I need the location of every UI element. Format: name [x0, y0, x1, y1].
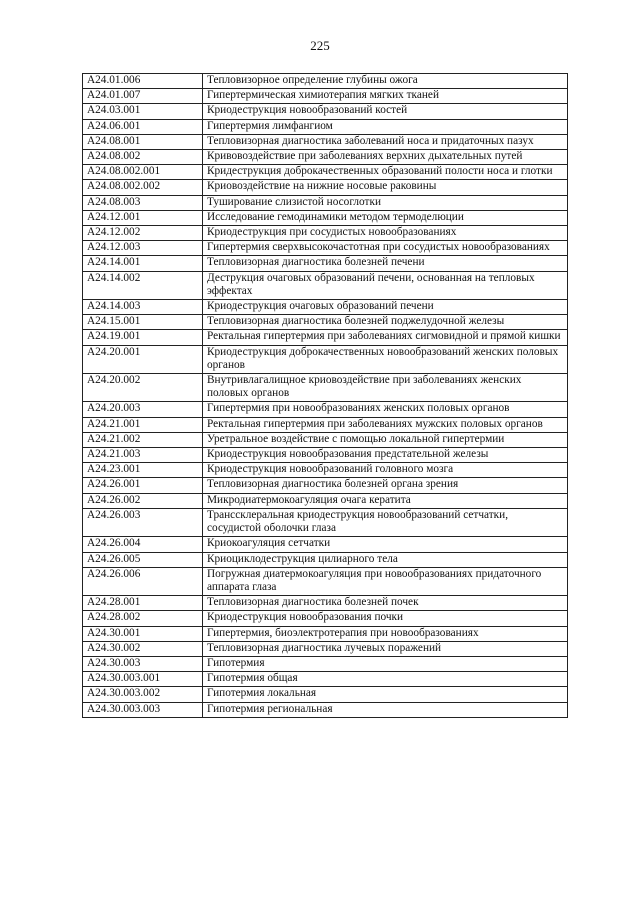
service-name: Криодеструкция доброкачественных новообразований женских половых органов	[203, 345, 568, 373]
table-row	[83, 537, 568, 552]
table-body	[83, 74, 568, 718]
service-name: Погружная диатермокоагуляция при новообразованиях придаточного аппарата глаза	[203, 567, 568, 595]
service-name: Внутривлагалищное криовоздействие при заболеваниях женских половых органов	[203, 374, 568, 402]
table-row	[83, 567, 568, 595]
table-row	[83, 150, 568, 165]
service-name: Микродиатермокоагуляция очага кератита	[203, 493, 568, 508]
service-name: Криокоагуляция сетчатки	[203, 537, 568, 552]
table-row	[83, 104, 568, 119]
table-row	[83, 195, 568, 210]
table-row	[83, 463, 568, 478]
service-code: A24.15.001	[83, 315, 203, 330]
service-code: A24.14.003	[83, 300, 203, 315]
service-name: Криодеструкция новообразования почки	[203, 611, 568, 626]
table-row	[83, 74, 568, 89]
service-name: Криодеструкция при сосудистых новообразованиях	[203, 226, 568, 241]
service-code: A24.21.002	[83, 432, 203, 447]
service-name: Криодеструкция новообразований костей	[203, 104, 568, 119]
service-name: Уретральное воздействие с помощью локальной гипертермии	[203, 432, 568, 447]
table-row	[83, 702, 568, 717]
service-code: A24.01.007	[83, 89, 203, 104]
service-code: A24.03.001	[83, 104, 203, 119]
service-code: A24.26.001	[83, 478, 203, 493]
table-row	[83, 448, 568, 463]
service-code: A24.30.003.003	[83, 702, 203, 717]
service-code: A24.20.003	[83, 402, 203, 417]
service-code: A24.12.002	[83, 226, 203, 241]
table-row	[83, 656, 568, 671]
table-row	[83, 687, 568, 702]
service-name: Криодеструкция новообразования предстательной железы	[203, 448, 568, 463]
service-code: A24.21.001	[83, 417, 203, 432]
service-name: Криовоздействие на нижние носовые раковины	[203, 180, 568, 195]
table-row	[83, 611, 568, 626]
table-row	[83, 210, 568, 225]
service-name: Гипертермия при новообразованиях женских половых органов	[203, 402, 568, 417]
service-code: A24.08.002.001	[83, 165, 203, 180]
table-row	[83, 552, 568, 567]
table-row	[83, 119, 568, 134]
service-code: A24.30.003	[83, 656, 203, 671]
service-code: A24.28.001	[83, 596, 203, 611]
service-code: A24.20.002	[83, 374, 203, 402]
service-code: A24.30.002	[83, 641, 203, 656]
table-row	[83, 417, 568, 432]
table-row	[83, 315, 568, 330]
service-name: Криодеструкция новообразований головного мозга	[203, 463, 568, 478]
service-code: A24.20.001	[83, 345, 203, 373]
service-code: A24.08.001	[83, 134, 203, 149]
service-name: Криодеструкция очаговых образований печени	[203, 300, 568, 315]
table-row	[83, 596, 568, 611]
service-code: A24.26.004	[83, 537, 203, 552]
service-name: Гипертермия, биоэлектротерапия при новообразованиях	[203, 626, 568, 641]
service-name: Криоциклодеструкция цилиарного тела	[203, 552, 568, 567]
service-name: Гипертермическая химиотерапия мягких тканей	[203, 89, 568, 104]
service-name: Туширование слизистой носоглотки	[203, 195, 568, 210]
service-code: A24.01.006	[83, 74, 203, 89]
table-row	[83, 432, 568, 447]
table-row	[83, 180, 568, 195]
table-row	[83, 330, 568, 345]
service-code: A24.30.003.002	[83, 687, 203, 702]
service-name: Гипертермия сверхвысокочастотная при сосудистых новообразованиях	[203, 241, 568, 256]
service-code: A24.19.001	[83, 330, 203, 345]
service-name: Тепловизорная диагностика болезней печени	[203, 256, 568, 271]
service-code: A24.14.001	[83, 256, 203, 271]
service-name: Деструкция очаговых образований печени, основанная на тепловых эффектах	[203, 271, 568, 299]
table-row	[83, 345, 568, 373]
service-name: Ректальная гипертермия при заболеваниях мужских половых органов	[203, 417, 568, 432]
service-code: A24.26.006	[83, 567, 203, 595]
table-row	[83, 626, 568, 641]
table-row	[83, 271, 568, 299]
table-row	[83, 134, 568, 149]
table-row	[83, 402, 568, 417]
service-name: Тепловизорное определение глубины ожога	[203, 74, 568, 89]
service-name: Тепловизорная диагностика заболеваний носа и придаточных пазух	[203, 134, 568, 149]
service-name: Исследование гемодинамики методом термоделюции	[203, 210, 568, 225]
table-row	[83, 256, 568, 271]
service-code: A24.26.003	[83, 508, 203, 536]
service-code: A24.26.005	[83, 552, 203, 567]
service-name: Кривовоздействие при заболеваниях верхних дыхательных путей	[203, 150, 568, 165]
table-row	[83, 226, 568, 241]
service-code: A24.30.003.001	[83, 672, 203, 687]
service-name: Ректальная гипертермия при заболеваниях сигмовидной и прямой кишки	[203, 330, 568, 345]
service-name: Тепловизорная диагностика лучевых поражений	[203, 641, 568, 656]
service-code: A24.08.003	[83, 195, 203, 210]
service-name: Гипотермия	[203, 656, 568, 671]
service-name: Тепловизорная диагностика болезней органа зрения	[203, 478, 568, 493]
table-row	[83, 493, 568, 508]
service-code: A24.14.002	[83, 271, 203, 299]
table-row	[83, 89, 568, 104]
table-row	[83, 300, 568, 315]
service-name: Тепловизорная диагностика болезней почек	[203, 596, 568, 611]
service-name: Кридеструкция доброкачественных образований полости носа и глотки	[203, 165, 568, 180]
service-code: A24.21.003	[83, 448, 203, 463]
service-code: A24.08.002	[83, 150, 203, 165]
service-code: A24.26.002	[83, 493, 203, 508]
service-name: Гипертермия лимфангиом	[203, 119, 568, 134]
service-name: Тепловизорная диагностика болезней поджелудочной железы	[203, 315, 568, 330]
service-code: A24.12.003	[83, 241, 203, 256]
table-row	[83, 165, 568, 180]
service-code: A24.28.002	[83, 611, 203, 626]
page-number: 225	[310, 38, 330, 53]
table-row	[83, 641, 568, 656]
service-name: Гипотермия локальная	[203, 687, 568, 702]
table-row	[83, 478, 568, 493]
service-code: A24.12.001	[83, 210, 203, 225]
service-code: A24.30.001	[83, 626, 203, 641]
service-name: Транссклеральная криодеструкция новообразований сетчатки, сосудистой оболочки глаза	[203, 508, 568, 536]
table-row	[83, 241, 568, 256]
services-table	[82, 73, 568, 718]
service-name: Гипотермия общая	[203, 672, 568, 687]
table-row	[83, 672, 568, 687]
service-code: A24.23.001	[83, 463, 203, 478]
service-name: Гипотермия региональная	[203, 702, 568, 717]
service-code: A24.08.002.002	[83, 180, 203, 195]
service-code: A24.06.001	[83, 119, 203, 134]
table-row	[83, 374, 568, 402]
table-row	[83, 508, 568, 536]
